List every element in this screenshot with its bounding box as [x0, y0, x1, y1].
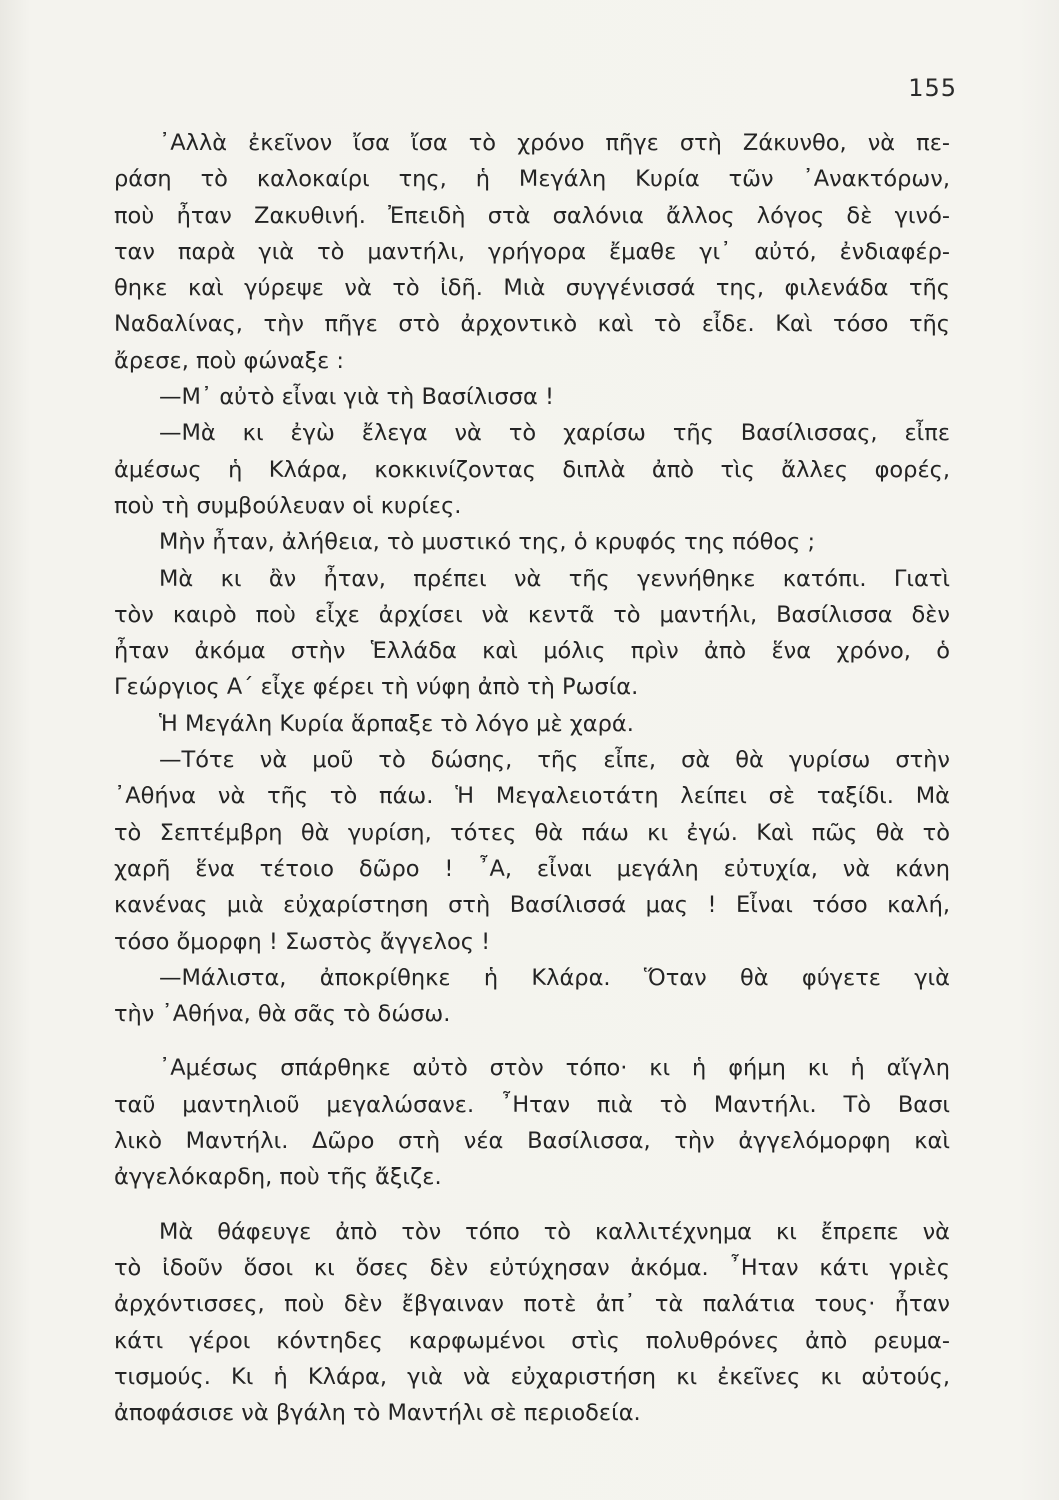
- text-line: τισμούς. Κι ἡ Κλάρα, γιὰ νὰ εὐχαριστήση κι ἐκεῖνες κι αὐτούς,: [114, 1363, 950, 1390]
- text-line: —Μὰ κι ἐγὼ ἔλεγα νὰ τὸ χαρίσω τῆς Βασίλισσας, εἶπε: [114, 420, 950, 447]
- text-line: τὸν καιρὸ ποὺ εἶχε ἀρχίσει νὰ κεντᾶ τὸ μαντήλι, Βασίλισσα δὲν: [114, 601, 950, 628]
- text-line: Γεώργιος Α΄ εἶχε φέρει τὴ νύφη ἀπὸ τὴ Ρωσία.: [114, 674, 639, 701]
- text-line: ᾿Αθήνα νὰ τῆς τὸ πάω. Ἡ Μεγαλειοτάτη λείπει σὲ ταξίδι. Μὰ: [114, 783, 950, 810]
- text-line: —Τότε νὰ μοῦ τὸ δώσης, τῆς εἶπε, σὰ θὰ γυρίσω στὴν: [114, 747, 950, 774]
- text-line: —Μ᾿ αὐτὸ εἶναι γιὰ τὴ Βασίλισσα !: [114, 384, 555, 411]
- text-line: ποὺ τὴ συμβούλευαν οἱ κυρίες.: [114, 492, 462, 519]
- text-line: τὸ Σεπτέμβρη θὰ γυρίση, τότες θὰ πάω κι ἐγώ. Καὶ πῶς θὰ τὸ: [114, 819, 950, 846]
- text-line: ᾿Αμέσως σπάρθηκε αὐτὸ στὸν τόπο· κι ἡ φήμη κι ἡ αἴγλη: [114, 1055, 950, 1082]
- text-line: ταῦ μαντηλιοῦ μεγαλώσανε. ῏Ηταν πιὰ τὸ Μαντήλι. Τὸ Βασι: [114, 1091, 950, 1118]
- text-line: κάτι γέροι κόντηδες καρφωμένοι στὶς πολυθρόνες ἀπὸ ρευμα-: [114, 1327, 950, 1354]
- text-line: ἀγγελόκαρδη, ποὺ τῆς ἄξιζε.: [114, 1164, 442, 1191]
- text-line: ἀμέσως ἡ Κλάρα, κοκκινίζοντας διπλὰ ἀπὸ τὶς ἄλλες φορές,: [114, 456, 950, 483]
- text-line: ποὺ ἦταν Ζακυθινή. Ἐπειδὴ στὰ σαλόνια ἄλλος λόγος δὲ γινό-: [114, 202, 950, 229]
- text-line: Μὴν ἦταν, ἀλήθεια, τὸ μυστικό της, ὁ κρυφός της πόθος ;: [114, 529, 816, 556]
- paragraph-gap: [114, 1196, 950, 1214]
- text-line: ἀποφάσισε νὰ βγάλη τὸ Μαντήλι σὲ περιοδεία.: [114, 1400, 641, 1427]
- text-line: ταν παρὰ γιὰ τὸ μαντήλι, γρήγορα ἔμαθε γι᾿ αὐτό, ἐνδιαφέρ-: [114, 238, 950, 265]
- text-line: —Μάλιστα, ἀποκρίθηκε ἡ Κλάρα. Ὅταν θὰ φύγετε γιὰ: [114, 964, 950, 991]
- text-line: ἦταν ἀκόμα στὴν Ἑλλάδα καὶ μόλις πρὶν ἀπὸ ἕνα χρόνο, ὁ: [114, 638, 950, 665]
- text-line: τὴν ᾿Αθήνα, θὰ σᾶς τὸ δώσω.: [114, 1001, 451, 1028]
- text-line: Μὰ κι ἂν ἦταν, πρέπει νὰ τῆς γεννήθηκε κατόπι. Γιατὶ: [114, 565, 950, 592]
- text-line: τόσο ὄμορφη ! Σωστὸς ἄγγελος !: [114, 928, 491, 955]
- paragraph-gap: [114, 1032, 950, 1050]
- text-line: λικὸ Μαντήλι. Δῶρο στὴ νέα Βασίλισσα, τὴν ἀγγελόμορφη καὶ: [114, 1128, 950, 1155]
- text-line: ᾿Αλλὰ ἐκεῖνον ἴσα ἴσα τὸ χρόνο πῆγε στὴ Ζάκυνθο, νὰ πε-: [114, 130, 950, 156]
- text-line: κανένας μιὰ εὐχαρίστηση στὴ Βασίλισσά μας ! Εἶναι τόσο καλή,: [114, 892, 950, 919]
- body-text: [114, 125, 950, 1431]
- text-line: ἄρεσε, ποὺ φώναξε :: [114, 347, 345, 374]
- text-line: Ἡ Μεγάλη Κυρία ἅρπαξε τὸ λόγο μὲ χαρά.: [114, 710, 634, 737]
- text-line: χαρῆ ἕνα τέτοιο δῶρο ! ῏Α, εἶναι μεγάλη εὐτυχία, νὰ κάνη: [114, 855, 950, 882]
- text-line: Μὰ θάφευγε ἀπὸ τὸν τόπο τὸ καλλιτέχνημα κι ἔπρεπε νὰ: [114, 1218, 950, 1245]
- text-line: ράση τὸ καλοκαίρι της, ἡ Μεγάλη Κυρία τῶν ᾿Ανακτόρων,: [114, 166, 950, 193]
- text-line: θηκε καὶ γύρεψε νὰ τὸ ἰδῆ. Μιὰ συγγένισσά της, φιλενάδα τῆς: [114, 275, 950, 302]
- text-line: τὸ ἰδοῦν ὅσοι κι ὅσες δὲν εὐτύχησαν ἀκόμα. ῏Ηταν κάτι γριὲς: [114, 1254, 950, 1281]
- text-line: Ναδαλίνας, τὴν πῆγε στὸ ἀρχοντικὸ καὶ τὸ εἶδε. Καὶ τόσο τῆς: [114, 311, 950, 338]
- page-number: 155: [908, 74, 957, 102]
- text-line: ἀρχόντισσες, ποὺ δὲν ἔβγαιναν ποτὲ ἀπ᾿ τὰ παλάτια τους· ἦταν: [114, 1291, 950, 1318]
